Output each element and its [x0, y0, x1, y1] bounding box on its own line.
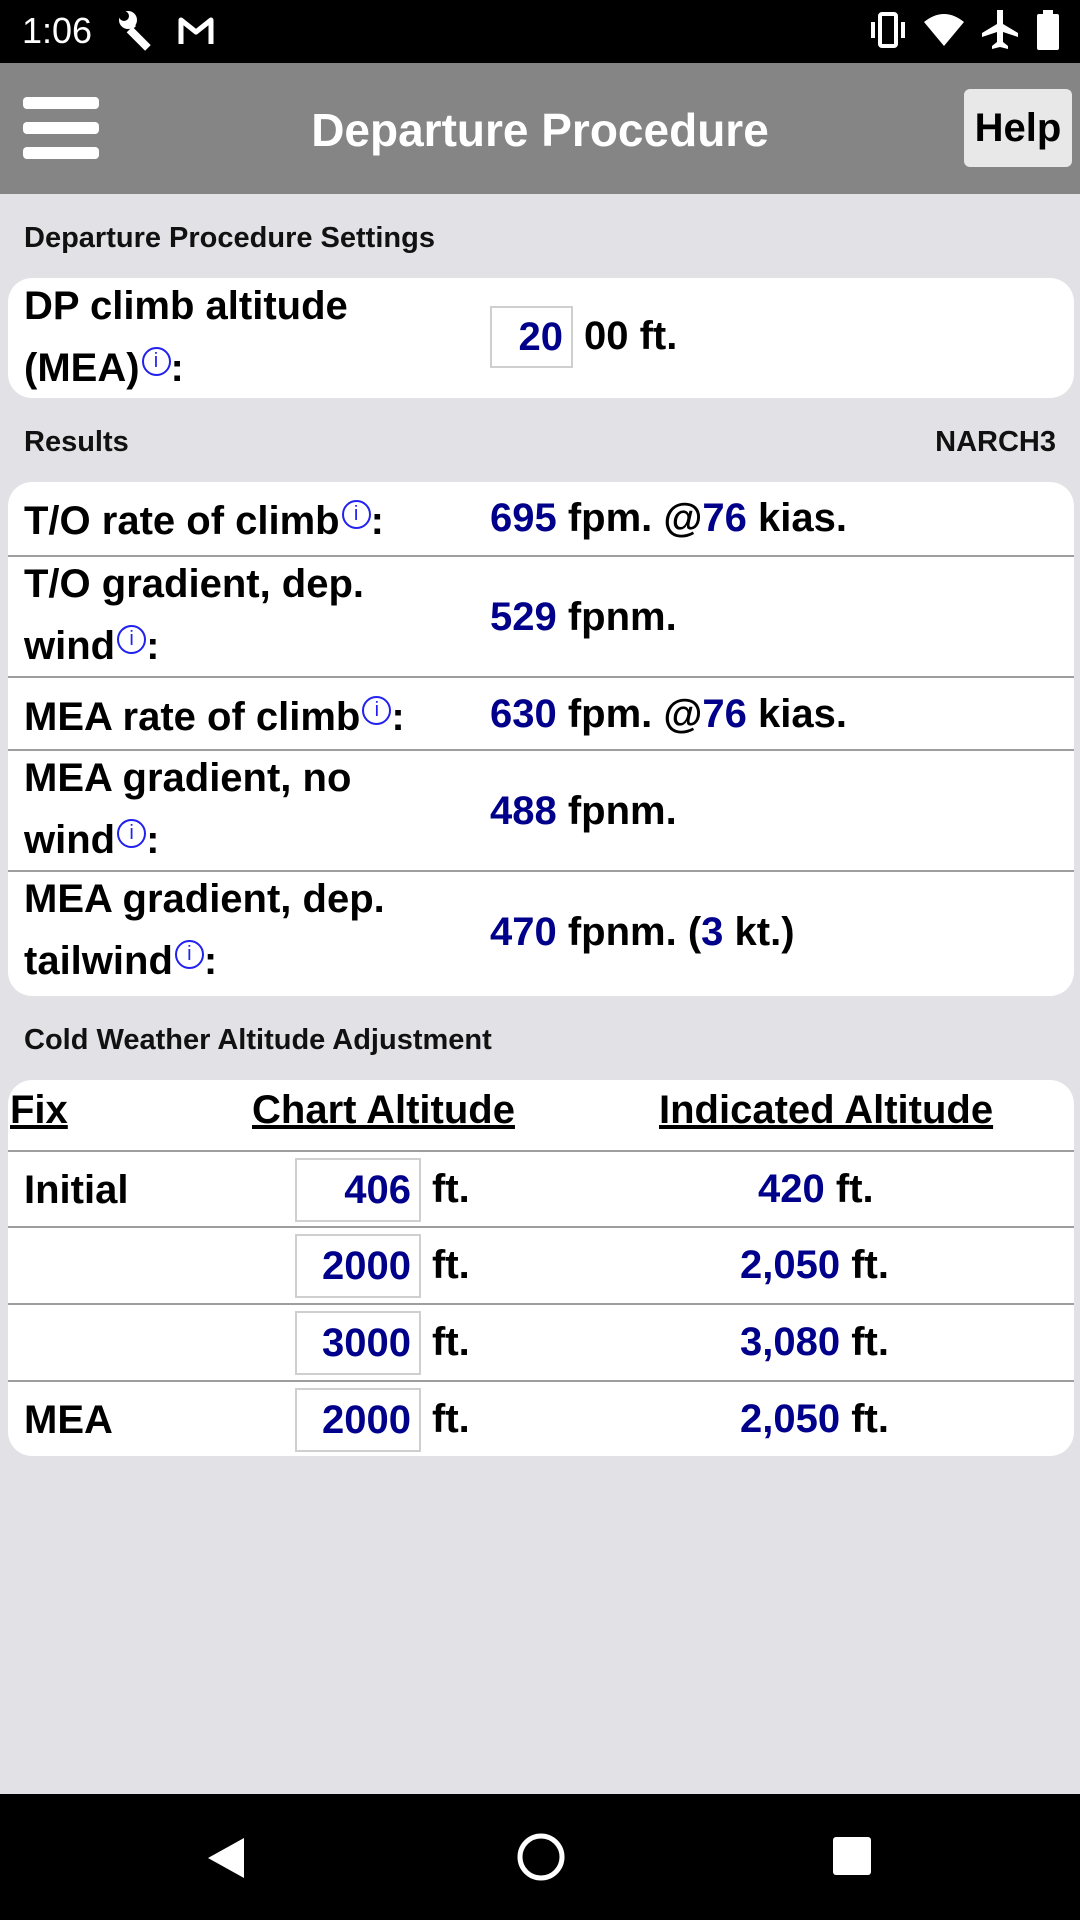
settings-section-label: Departure Procedure Settings: [24, 222, 435, 254]
chart-altitude-input[interactable]: 406: [295, 1158, 421, 1222]
chart-altitude-input[interactable]: 2000: [295, 1234, 421, 1298]
info-icon[interactable]: i: [142, 347, 171, 376]
unit-label: ft.: [432, 1243, 470, 1287]
info-icon[interactable]: i: [342, 500, 371, 529]
settings-card: [8, 278, 1074, 398]
info-icon[interactable]: i: [117, 819, 146, 848]
table-row: [8, 1380, 1074, 1456]
info-icon[interactable]: i: [362, 696, 391, 725]
indicated-altitude-cell: 420 ft.: [758, 1167, 874, 1211]
recents-icon[interactable]: [832, 1836, 872, 1881]
back-icon[interactable]: [204, 1834, 248, 1887]
battery-icon: [1036, 8, 1060, 57]
climb-altitude-input[interactable]: 20: [490, 306, 573, 368]
indicated-altitude-cell: 2,050 ft.: [740, 1243, 889, 1287]
unit-label: ft.: [432, 1397, 470, 1441]
table-row: [8, 1150, 1074, 1228]
home-icon[interactable]: [516, 1832, 566, 1887]
table-row: [8, 1226, 1074, 1305]
climb-altitude-suffix: 00 ft.: [584, 314, 678, 358]
help-button[interactable]: Help: [964, 89, 1072, 167]
navigation-bar: [0, 1794, 1080, 1920]
result-row: T/O rate of climb i : 695 fpm. @76 kias.: [24, 496, 847, 543]
wifi-icon: [922, 8, 966, 57]
result-row: MEA gradient, dep. tailwind i : 470 fpnm. (3 kt.): [8, 870, 1074, 996]
result-row: T/O gradient, dep. wind i : 529 fpnm.: [8, 555, 1074, 678]
results-card: [8, 482, 1074, 996]
fix-header: Fix: [10, 1088, 68, 1132]
cold-weather-card: [8, 1080, 1074, 1456]
table-header: [8, 1080, 1074, 1150]
chart-altitude-header: Chart Altitude: [252, 1088, 515, 1132]
result-row: MEA rate of climb i : 630 fpm. @76 kias.: [8, 676, 1074, 751]
table-row: [8, 1303, 1074, 1382]
status-bar: [0, 0, 1080, 63]
info-icon[interactable]: i: [175, 940, 204, 969]
procedure-name: NARCH3: [935, 426, 1056, 458]
status-time: 1:06: [22, 10, 93, 51]
airplane-icon: [978, 8, 1022, 57]
chart-altitude-input[interactable]: 2000: [295, 1388, 421, 1452]
gmail-icon: [178, 8, 214, 57]
climb-altitude-label: DP climb altitude (MEA) i :: [24, 284, 348, 390]
page-title: Departure Procedure: [311, 104, 769, 156]
indicated-altitude-cell: 2,050 ft.: [740, 1397, 889, 1441]
wrench-icon: [118, 8, 158, 57]
indicated-altitude-header: Indicated Altitude: [659, 1088, 994, 1132]
result-row: MEA gradient, no wind i : 488 fpnm.: [8, 749, 1074, 872]
unit-label: ft.: [432, 1167, 470, 1211]
unit-label: ft.: [432, 1320, 470, 1364]
fix-cell: MEA: [24, 1398, 113, 1442]
results-section-label: Results: [24, 426, 129, 458]
indicated-altitude-cell: 3,080 ft.: [740, 1320, 889, 1364]
cold-weather-section-label: Cold Weather Altitude Adjustment: [24, 1024, 492, 1056]
chart-altitude-input[interactable]: 3000: [295, 1311, 421, 1375]
fix-cell: Initial: [24, 1168, 129, 1212]
info-icon[interactable]: i: [117, 625, 146, 654]
app-bar: [0, 63, 1080, 194]
vibrate-icon: [868, 8, 908, 57]
